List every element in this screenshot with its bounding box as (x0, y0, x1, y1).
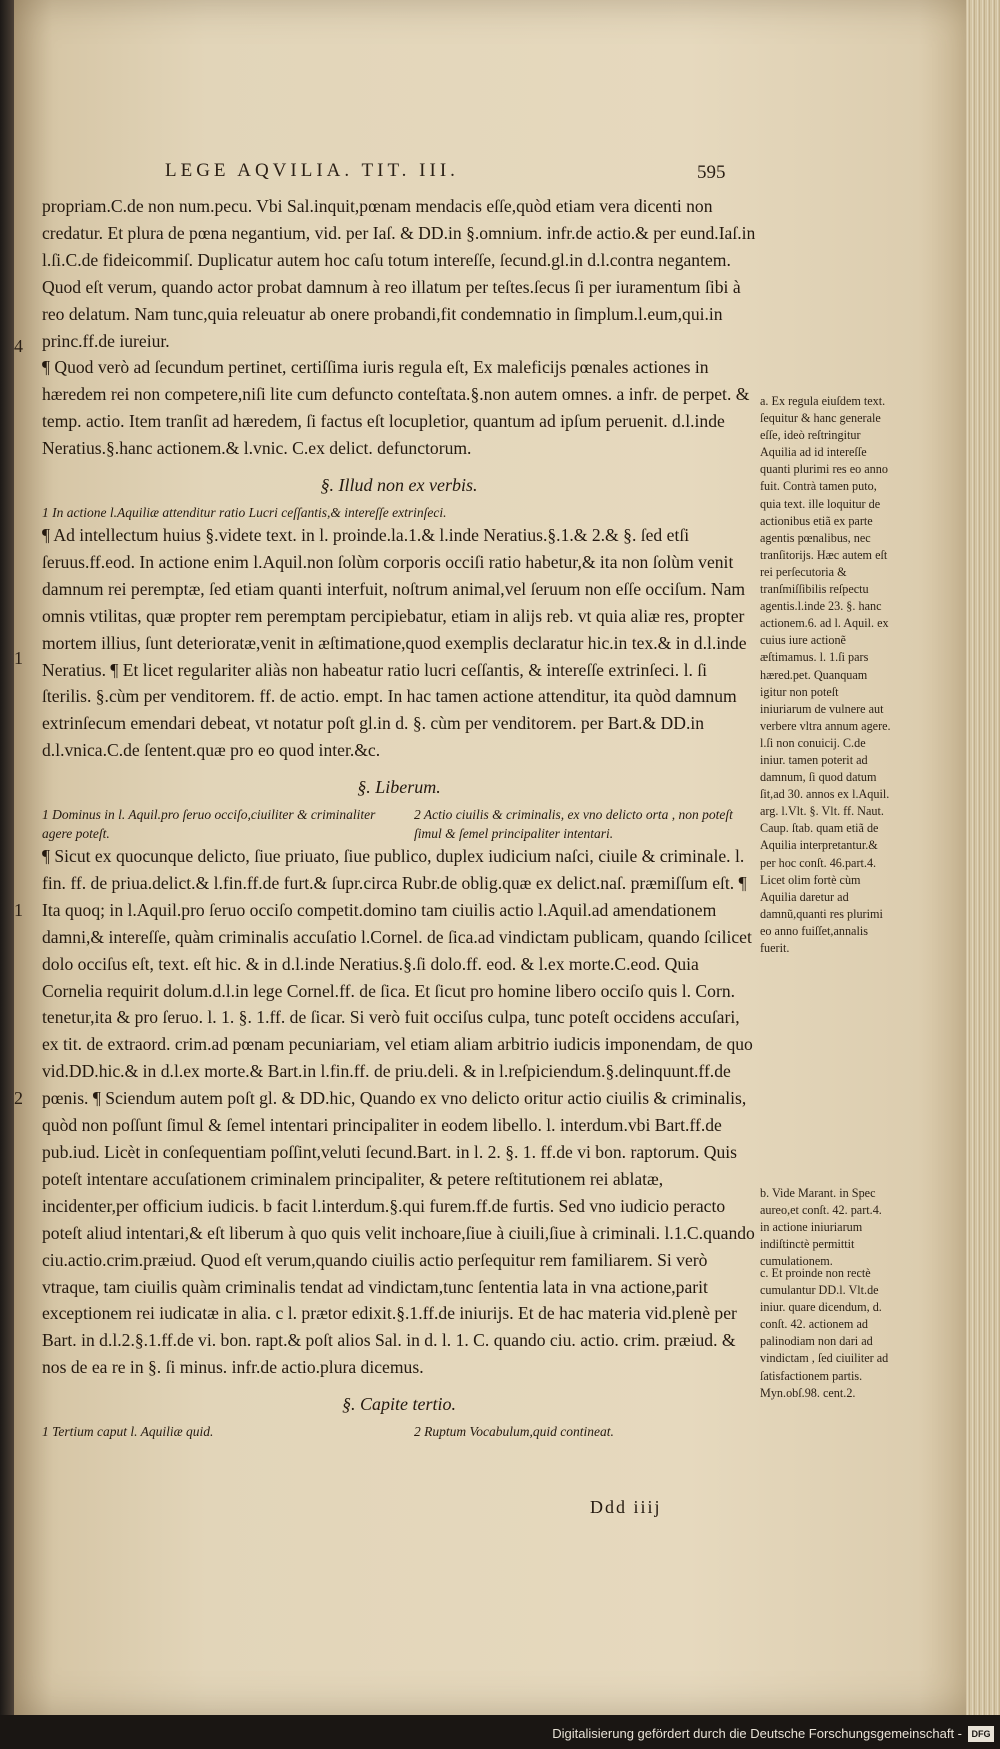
running-title: LEGE AQVILIA. TIT. III. (165, 160, 459, 181)
section-summary-2 (42, 805, 756, 843)
paragraph-2: ¶ Quod verò ad ſecundum pertinet, certiſſima iuris regula eſt, Ex maleficijs pœnales actiones in hæredem rei non competere,niſi lite cum defuncto conteſtata.§.non autem omnes. a infr. de perpet. & temp. actio. Item tranſit ad hæredem, ſi factus eſt locupletior, quantum ad ipſum peruenit. d.l.inde Neratius.§.hanc actionem.& l.vnic. C.ex delict. defunctorum. (42, 357, 750, 459)
section-heading-liberum: §. Liberum. (357, 777, 441, 798)
summary-2b: 2 Actio ciuilis & criminalis, ex vno delicto orta , non poteſt ſimul & ſemel principaliter intentari. (414, 807, 733, 842)
margin-number-1a: 1 (14, 648, 23, 668)
side-note-b: b. Vide Marant. in Spec aureo,et conſt. 42. part.4. in actione iniuriarum indiſtinctè permittit cumulationem. (760, 1186, 882, 1269)
summary-2a: 1 Dominus in l. Aquil.pro ſeruo occiſo,ciuiliter & criminaliter agere poteſt. (42, 807, 376, 842)
main-text-column (42, 193, 756, 1441)
margin-number-1b: 1 (14, 900, 23, 920)
section-summary-3 (42, 1422, 756, 1441)
section-heading-capite: §. Capite tertio. (342, 1394, 456, 1415)
paragraph-1: propriam.C.de non num.pecu. Vbi Sal.inquit,pœnam mendacis eſſe,quòd etiam vera dicenti non credatur. Et plura de pœna negantium, vid. per Iaſ. & DD.in §.omnium. infr.de actio.& per eund.Iaſ.in l.ſi.C.de fideicommiſ. Duplicatur autem hoc caſu totum intereſſe, ſecund.gl.in d.l.contra negantem. Quod eſt verum, quando actor probat damnum à reo illatum per teſtes.ſecus ſi per iuramentum ſibi à reo delatum. Nam tunc,quia releuatur ab onere probandi,fit condemnatio in ſimplum.l.eum,qui.in princ.ff.de iureiur. (42, 196, 756, 351)
digitization-footer (0, 1715, 1000, 1749)
section-summary-1: 1 In actione l.Aquiliæ attenditur ratio Lucri ceſſantis,& intereſſe extrinſeci. (42, 504, 447, 520)
paragraph-4: ¶ Sicut ex quocunque delicto, ſiue priuato, ſiue publico, duplex iudicium naſci, ciuile & criminale. l. fin. ff. de priua.delict.& l.fin.ff.de furt.& ſupr.circa Rubr.de oblig.quæ ex delict.naſ. præmiſſum eſt. ¶ Ita quoq; in l.Aquil.pro ſeruo occiſo competit.domino tam ciuilis actio l.Aquil.ad amendationem damni,& intereſſe, quàm criminalis accuſatio l.Cornel. de ſica.ad vindictam publicam, quando ſcilicet dolo occiſus eſt, text. eſt hic. & in d.l.inde Neratius.§.ſi dolo.ff. eod. & l.ex morte.C.eod. Quia Cornelia requirit dolum.d.l.in lege Cornel.ff. de ſica. Et ſicut pro homine libero occiſo quis l. Corn. tenetur,ita & pro ſeruo. l. 1. §. 1.ff. de ſicar. Si verò fuit occiſus culpa, tunc poteſt occidens accuſari, ex tit. de extraord. crim.ad pœnam pecuniariam, vel etiam aliam arbitrio iudicis imponendam, de quo vid.DD.hic.& in d.l.ex morte.& Bart.in l.fin.ff. de priu.deli. & in l.reſpiciendum.§.delinquunt.ff.de pœnis. ¶ Sciendum autem poſt gl. & DD.hic, Quando ex vno delicto oritur actio ciuilis & criminalis, quòd non poſſunt ſimul & ſemel intentari principaliter in eodem libello. l. interdum.vbi Bart.ff.de pub.iud. Licèt in conſequentiam poſſint,veluti ſecund.Bart. in l. 2. §. 1. ff.de vi bon. raptorum. Quis poteſt intentare accuſationem criminalem principaliter, & petere reſtitutionem rei ablatæ, incidenter,per officium iudicis. b facit l.interdum.§.qui furem.ff.de furtis. Sed vno iudicio peracto poteſt aliud intentari,& eſt liberum à quo quis velit inchoare,ſiue à ciuili,ſiue à criminali. l.1.C.quando ciu.actio.crim.præiud. Quod eſt verum,quando ciuilis actio perſequitur rem familiarem. Si verò vtraque, tam ciuilis quàm criminalis tendat ad vindictam,tunc ſententia lata in vna actione,parit exceptionem rei iudicatæ in alia. c l. prætor edixit.§.1.ff.de iniurijs. Et de hac materia vid.plenè per Bart. in d.l.2.§.1.ff.de vi. bon. rapt.& poſt alios Sal. in d. l. 1. C. quando ciu. actio. crim. præiud. & nos de ea re in §. ſi minus. infr.de actio.plura dicemus. (42, 846, 755, 1378)
page-number: 595 (697, 162, 726, 183)
margin-number-4: 4 (14, 336, 23, 356)
section-heading-illud: §. Illud non ex verbis. (320, 475, 478, 496)
summary-3b: 2 Ruptum Vocabulum,quid contineat. (414, 1424, 614, 1440)
paragraph-3: ¶ Ad intellectum huius §.videte text. in l. proinde.la.1.& l.inde Neratius.§.1.& 2.& §. ſed etſi ſeruus.ff.eod. In actione enim l.Aquil.non ſolùm corporis occiſi ratio habetur,& ita non ſolùm venit damnum rei peremptæ, ſed etiam quanti interfuit, noſtrum animal,vel ſeruum non eſſe occiſum. Nam omnis vtilitas, quæ propter rem peremptam percipiebatur, etiam in alijs reb. vt quia aliæ res, propter mortem illius, ſunt deterioratæ,venit in æſtimatione,quod exemplis declaratur hic.in tex.& in d.l.inde Neratius. ¶ Et licet regulariter aliàs non habeatur ratio lucri ceſſantis, & intereſſe extrinſeci. l. ſi ſterilis. §.cùm per venditorem. ff. de actio. empt. In hac tamen actione attenditur, ita quòd damnum extrinſecum emendari debeat, vt notatur poſt gl.in d. §. cùm per venditorem. per Bart.& DD.in d.l.vnica.C.de ſentent.quæ pro eo quod inter.&c. (42, 524, 747, 761)
signature-mark: Ddd iiij (590, 1497, 662, 1517)
footer-credit: Digitalisierung gefördert durch die Deutsche Forschungsgemeinschaft - (552, 1726, 962, 1741)
page-edges (966, 0, 1000, 1749)
side-note-c: c. Et proinde non rectè cumulantur DD.l. Vlt.de iniur. quare dicendum, d. conſt. 42. actionem ad palinodiam non dari ad vindictam , ſed ciuiliter ad ſatisfactionem partis. Myn.obſ.98. cent.2. (760, 1266, 889, 1400)
margin-number-2: 2 (14, 1088, 23, 1108)
summary-3a: 1 Tertium caput l. Aquiliæ quid. (42, 1424, 214, 1440)
dfg-logo: DFG (968, 1726, 994, 1742)
side-note-a: a. Ex regula eiuſdem text. ſequitur & hanc generale eſſe, ideò reſtringitur Aquilia ad id intereſſe quanti plurimi res eo anno fuit. Contrà tamen puto, quia text. ille loquitur de actionibus etiã ex parte agentis pœnalibus, nec tranſitorijs. Hæc autem eſt rei perſecutoria & tranſmiſſibilis reſpectu agentis.l.inde 23. §. hanc actionem.6. ad l. Aquil. ex cuius iure actionẽ æſtimamus. l. 1.ſi pars hæred.pet. Quanquam igitur non poteſt iniuriarum de vulnere aut verbere vltra annum agere. l.ſi non conuicij. C.de iniur. tamen poterit ad damnum, ſi quod datum ſit,ad 30. annos ex l.Aquil. arg. l.Vlt. §. Vlt. ff. Naut. Caup. ſtab. quam etiã de Aquilia interpretantur.& per hoc conſt. 46.part.4. Licet olim fortè cùm Aquilia daretur ad damnũ,quanti res plurimi eo anno fuiſſet,annalis fuerit. (760, 394, 891, 955)
